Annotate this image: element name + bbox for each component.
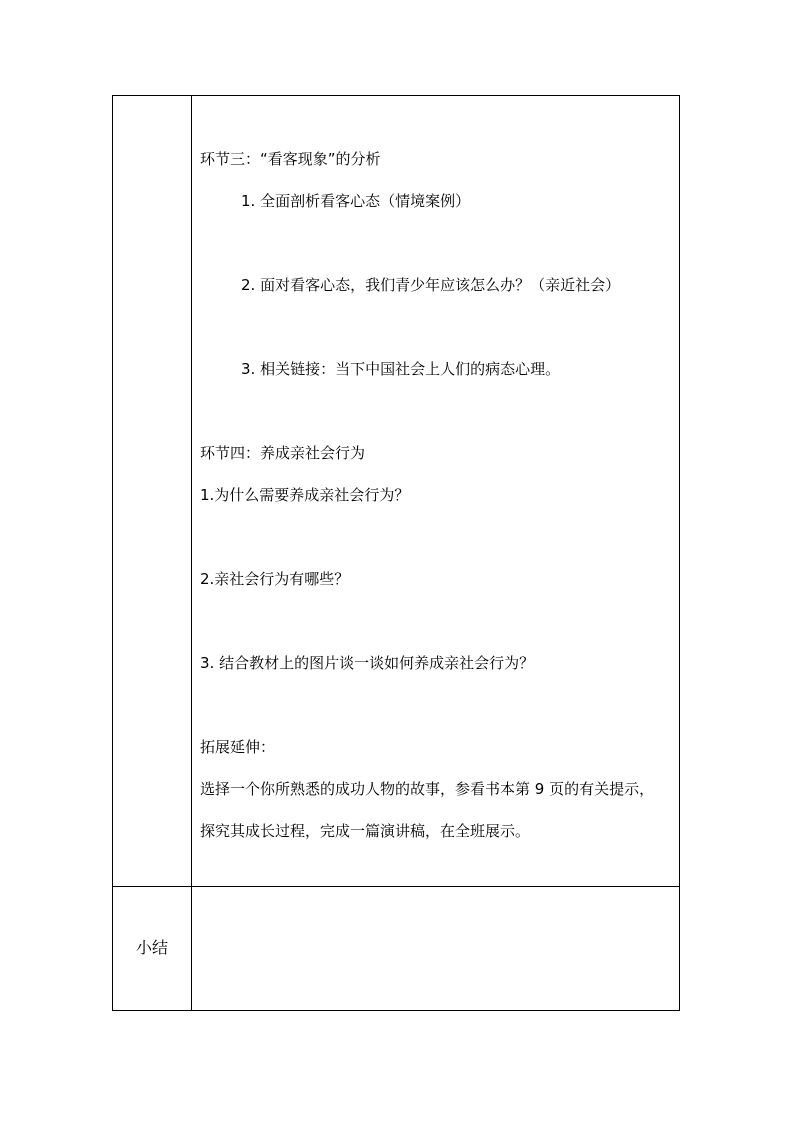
extension-heading: 拓展延伸： [200,738,276,756]
section3-item-1: 1. 全面剖析看客心态（情境案例） [241,192,471,210]
section4-item-3: 3. 结合教材上的图片谈一谈如何养成亲社会行为？ [200,654,535,672]
section4-item-1: 1.为什么需要养成亲社会行为？ [200,486,410,504]
column-divider [191,96,192,1010]
section3-heading: 环节三：“看客现象”的分析 [200,150,381,168]
section3-item-3: 3. 相关链接：当下中国社会上人们的病态心理。 [241,360,561,378]
summary-label: 小结 [135,938,168,957]
row-divider [113,886,679,887]
section4-item-2: 2.亲社会行为有哪些？ [200,570,350,588]
extension-line-1: 选择一个你所熟悉的成功人物的故事，参看书本第 9 页的有关提示， [200,780,655,798]
extension-line-2: 探究其成长过程，完成一篇演讲稿，在全班展示。 [200,822,531,840]
lesson-plan-table [112,95,680,1011]
section4-heading: 环节四：养成亲社会行为 [200,444,366,462]
section3-item-2: 2. 面对看客心态，我们青少年应该怎么办？（亲近社会） [241,276,621,294]
